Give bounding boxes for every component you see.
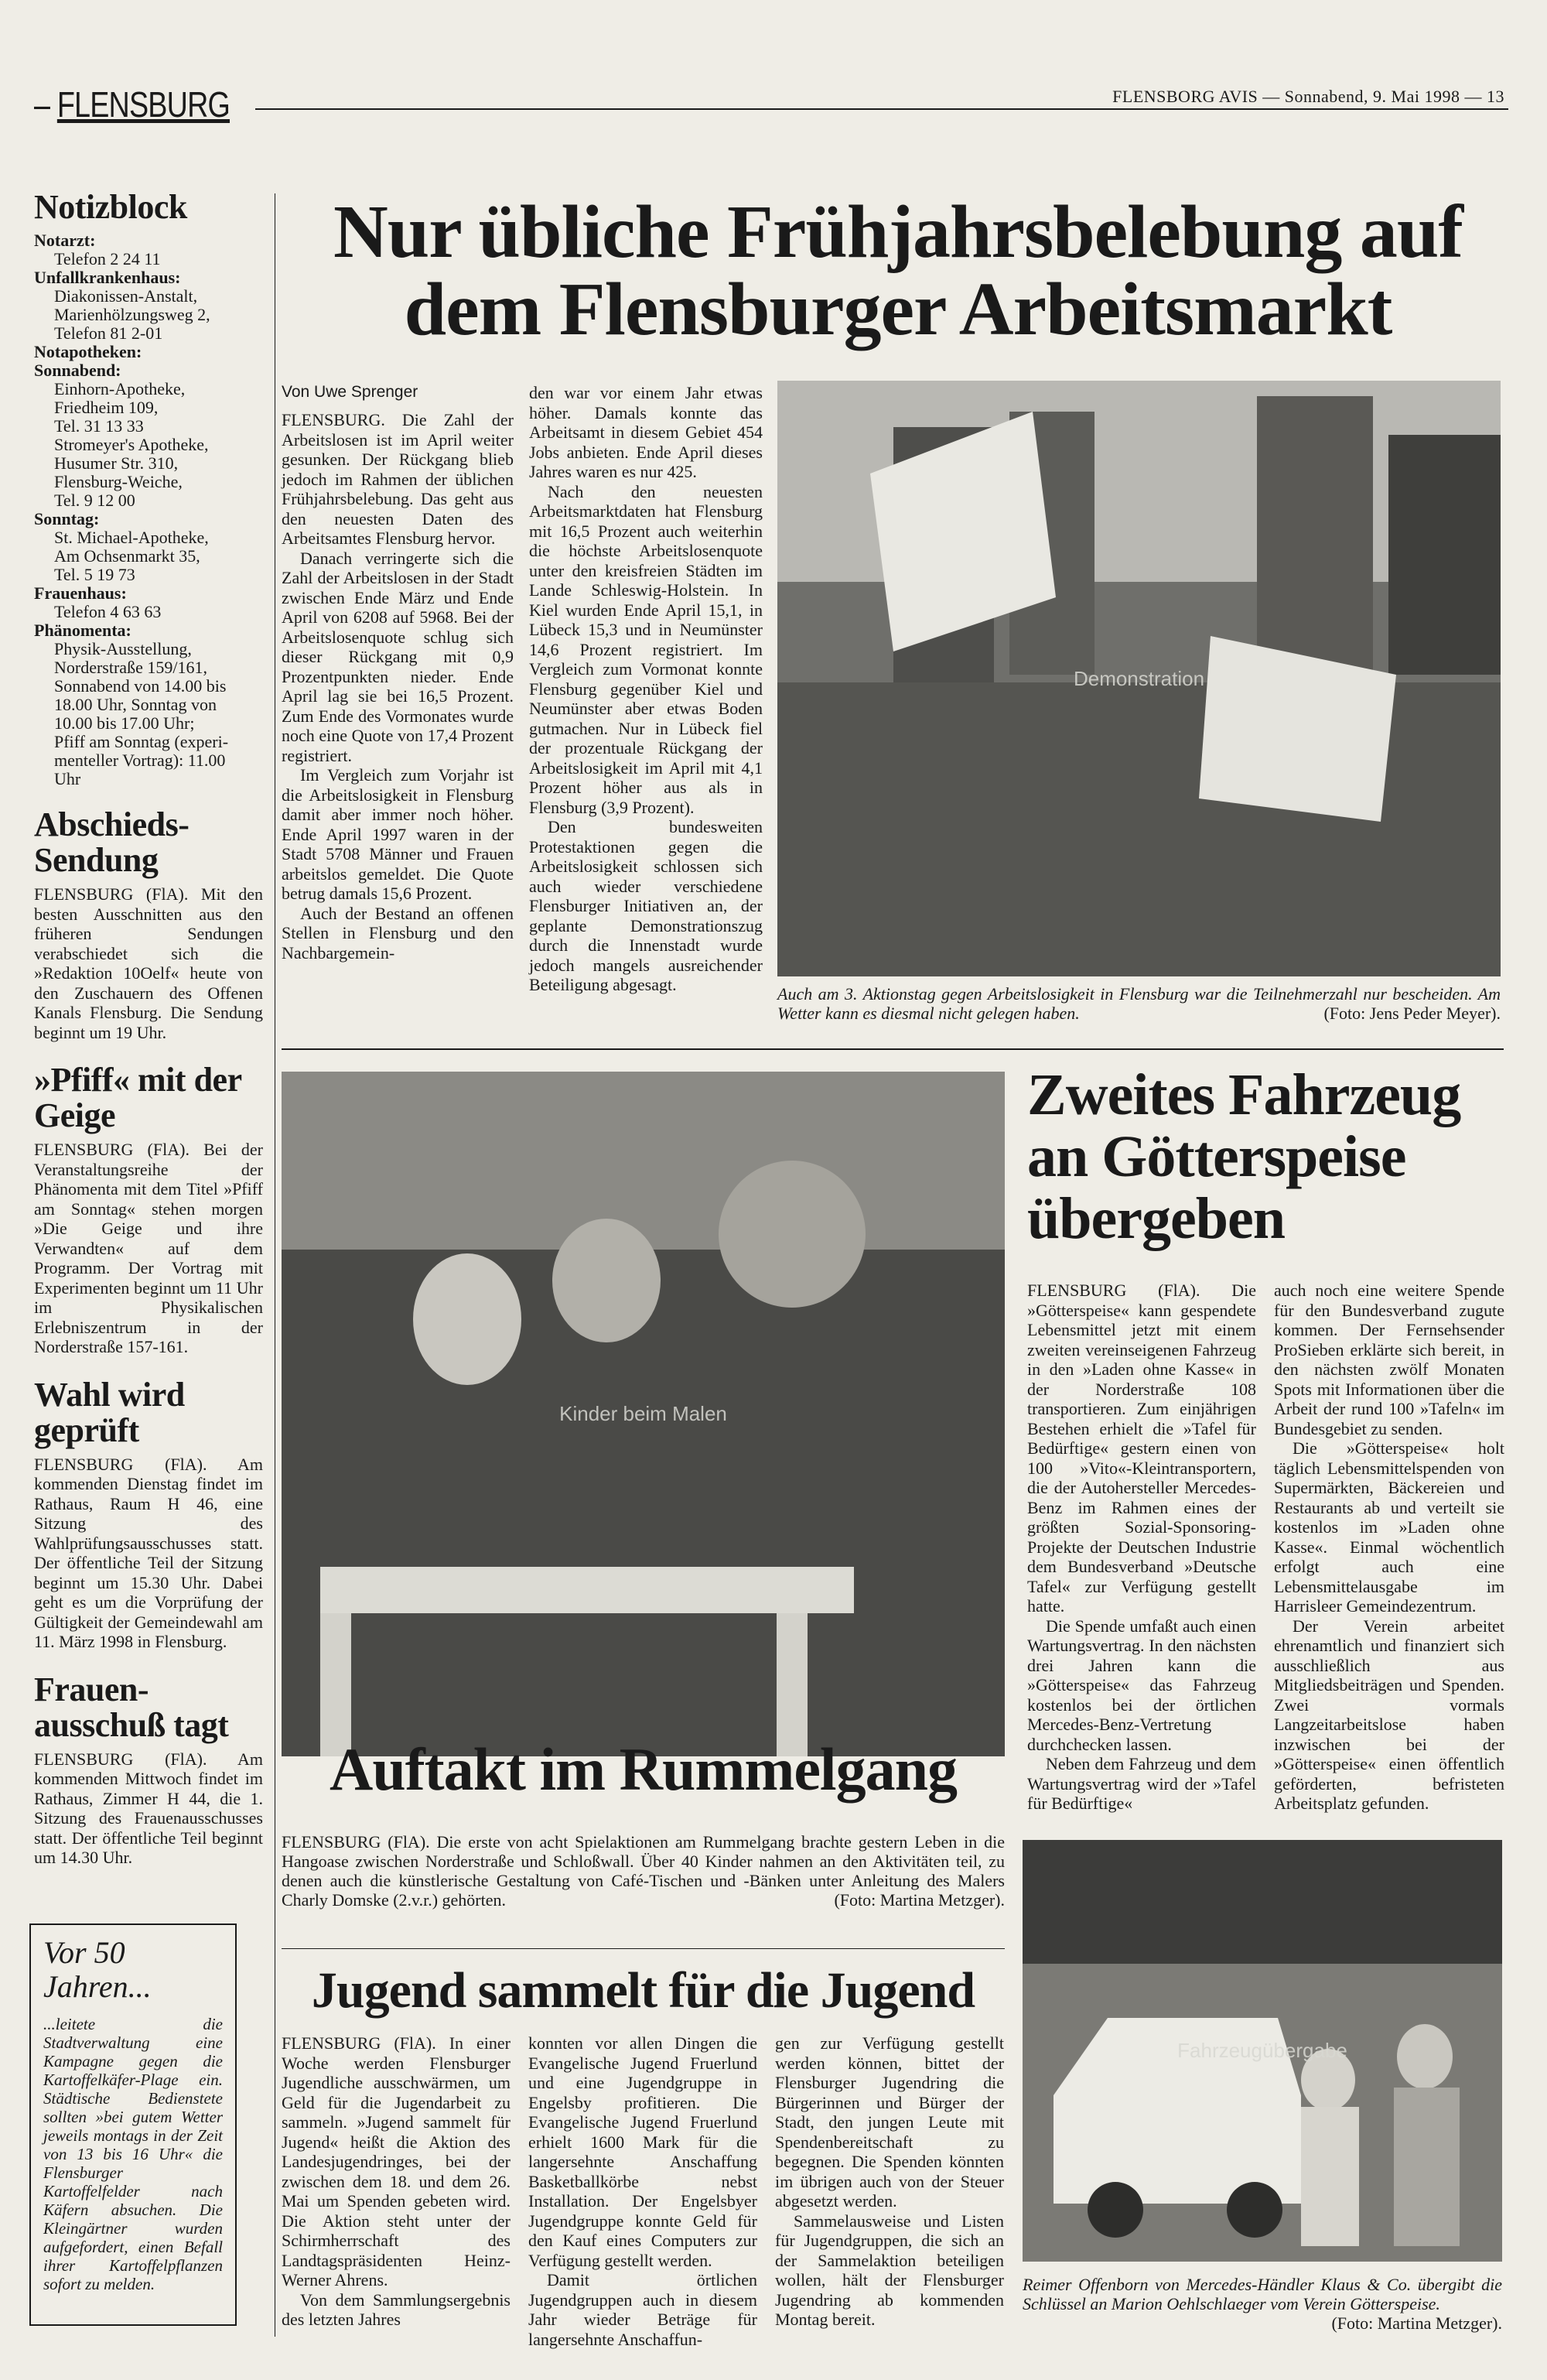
jugend-col2: konnten vor allen Dingen die Evangelische Jugend Fruerlund und eine Jugendgruppe in Engelsby profitieren. Die Evangelische Jugend Fruerlund erhielt 1600 Mark für die langersehnte Anschaffung Basketballkörbe nebst Installation. Der Engelsbyer Jugendgruppe konnte Geld für den Kauf eines Computers zur Verfügung gestellt werden. Damit örtlichen Jugendgruppen auch in diesem Jahr wieder Beträge für langersehnte Anschaffun- <box>528 2033 757 2349</box>
lead-bottom-rule <box>282 1048 1504 1050</box>
frauen-text: FLENSBURG (FlA). Am kommenden Mittwoch findet im Rathaus, Zimmer H 44, die 1. Sitzung des Frauenausschusses statt. Der öffentliche Teil beginnt um 14.30 Uhr. <box>34 1749 263 1867</box>
masthead <box>0 0 1547 155</box>
pfiff-title: »Pfiff« mit der Geige <box>34 1061 241 1134</box>
vehicle-photo-label: Fahrzeugübergabe <box>1177 2039 1347 2062</box>
lead-headline: Nur übliche Frühjahrsbelebung auf dem Flensburger Arbeitsmarkt <box>333 190 1463 351</box>
lead-col2: den war vor einem Jahr etwas höher. Damals konnte das Arbeitsamt in diesem Gebiet 454 Jobs anbieten. Ende April dieses Jahres waren es nur 425. Nach den neuesten Arbeitsmarktdaten hat Flensburg mit 16,5 Prozent auch weiterhin die höchste Arbeitslosenquote unter den kreisfreien Städten im Lande Schleswig-Holstein. In Kiel wurden Ende April 15,1, in Lübeck 15,3 und in Neumünster 14,6 Prozent registriert. Im Vergleich zum Vormonat konnte Flensburg gegenüber Kiel und Neumünster aber etwas Boden gutmachen. Nur in Lübeck fiel der prozentuale Rückgang der Arbeitslosigkeit im April mit 4,1 Prozent höher aus als in Flensburg (3,9 Prozent). Den bundesweiten Protestaktionen gegen die Arbeitslosigkeit schlossen sich auch wieder verschiedene Flensburger Initiativen an, der geplante Demonstrationszug durch die Innenstadt wurde jedoch mangels ausreichender Beteiligung abgesagt. <box>529 383 763 994</box>
pfiff-text: FLENSBURG (FlA). Bei der Veranstaltungsreihe der Phänomenta mit dem Titel »Pfiff am Sonntag« stehen morgen »Die Geige und ihre Verwandten« auf dem Programm. Der Vortrag mit Experimenten beginnt um 11 Uhr im Physikalischen Erlebniszentrum in der Norderstraße 157-161. <box>34 1140 263 1356</box>
vehicle-photo <box>1023 1840 1502 2262</box>
abschied-title: Abschieds-Sendung <box>34 805 190 879</box>
rummel-photo-label: Kinder beim Malen <box>559 1402 727 1425</box>
sidebar <box>34 190 263 1868</box>
vehicle-credit: (Foto: Martina Metzger). <box>1331 2313 1502 2333</box>
masthead-rule <box>255 108 1508 110</box>
notizblock-title: Notizblock <box>34 188 187 226</box>
demo-photo-label: Demonstration <box>1073 666 1205 690</box>
demo-photo <box>777 381 1501 976</box>
wahl-title: Wahl wird geprüft <box>34 1375 185 1449</box>
demo-caption: Auch am 3. Aktionstag gegen Arbeitslosigkeit in Flensburg war die Teilnehmerzahl nur bescheiden. Am Wetter kann es diesmal nicht gelegen haben. (Foto: Jens Peder Meyer). <box>777 984 1501 1023</box>
goetter-col1: FLENSBURG (FlA). Die »Götterspeise« kann gespendete Lebensmittel jetzt mit einem zweiten vereinseigenen Fahrzeug in den »Laden ohne Kasse« in der Norderstraße 108 transportieren. Zum einjährigen Bestehen erhielt die »Tafel für Bedürftige« gestern einen von 100 »Vito«-Kleintransportern, die der Autohersteller Mercedes-Benz im Rahmen eines der größten Sozial-Sponsoring-Projekte der Deutschen Industrie dem Bundesverband »Deutsche Tafel« zur Verfügung gestellt hatte. Die Spende umfaßt auch einen Wartungsvertrag. In den nächsten drei Jahren kann die »Götterspeise« das Fahrzeug kostenlos bei der örtlichen Mercedes-Benz-Vertretung durchchecken lassen. Neben dem Fahrzeug und dem Wartungsvertrag wird der »Tafel für Bedürftige« <box>1027 1281 1256 1813</box>
section-logo: – FLENSBURG <box>34 84 231 125</box>
lead-col1: FLENSBURG. Die Zahl der Arbeitslosen ist im April weiter gesunken. Der Rückgang blieb jedoch im Rahmen der üblichen Frühjahrsbelebung. Das geht aus den neuesten Daten des Arbeitsamtes Flensburg hervor. Danach verringerte sich die Zahl der Arbeitslosen in der Stadt zwischen Ende März und Ende April von 6208 auf 5968. Bei der Arbeitslosenquote schlug sich dieser Rückgang mit 0,9 Prozentpunkten nieder. Ende April lag sie bei 16,5 Prozent. Zum Ende des Vormonates wurde noch eine Quote von 17,4 Prozent registriert. Im Vergleich zum Vorjahr ist die Arbeitslosigkeit in Flensburg damit aber immer noch höher. Ende April 1997 waren in der Stadt 5708 Männer und Frauen arbeitslos gemeldet. Die Quote betrug damals 15,6 Prozent. Auch der Bestand an offenen Stellen in Flensburg und den Nachbargemein- <box>282 410 514 963</box>
notizblock-list: Notarzt: Telefon 2 24 11 Unfallkrankenhaus: Diakonissen-Anstalt, Marienhölzungsweg 2, Telefon 81 2-01 Notapotheken: Sonnabend: Einhorn-Apotheke, Friedheim 109, Tel. 31 13 33 Stromeyer's Apotheke, Husumer Str. 310, Flensburg-Weiche, Tel. 9 12 00 Sonntag: St. Michael-Apotheke, Am Ochsenmarkt 35, Tel. 5 19 73 Frauenhaus: Telefon 4 63 63 Phänomenta: Physik-Ausstellung, Norderstraße 159/161, Sonnabend von 14.00 bis 18.00 Uhr, Sonntag von 10.00 bis 17.00 Uhr; Pfiff am Sonntag (experi- menteller Vortrag): 11.00 Uhr <box>34 231 229 788</box>
rummel-bottom-rule <box>282 1948 1005 1949</box>
rummel-photo <box>282 1072 1005 1756</box>
goetter-headline: Zweites Fahrzeug an Götterspeise übergeben <box>1027 1062 1461 1251</box>
rummel-caption: FLENSBURG (FlA). Die erste von acht Spielaktionen am Rummelgang brachte gestern Leben in die Hangoase zwischen Norderstraße und Schloßwall. Über 40 Kinder nahmen an den Aktivitäten teil, zu denen auch die künstlerische Gestaltung von Café-Tischen und -Bänken unter Anleitung des Malers Charly Domske (2.v.r.) gehörten. (Foto: Martina Metzger). <box>282 1832 1005 1910</box>
goetter-col2: auch noch eine weitere Spende für den Bundesverband zugute kommen. Der Fernsehsender ProSieben erklärte sich bereit, in den nächsten zwölf Monaten Spots mit Informationen über die Arbeit der rund 100 »Tafeln« im Bundesgebiet zu senden. Die »Götterspeise« holt täglich Lebensmittelspenden von Supermärkten, Bäckereien und Restaurants ab und verteilt sie kostenlos im »Laden ohne Kasse«. Einmal wöchentlich erfolgt auch eine Lebensmittelausgabe im Harrisleer Gemeindezentrum. Der Verein arbeitet ehrenamtlich und finanziert sich ausschließlich aus Mitgliedsbeiträgen und Spenden. Zwei vormals Langzeitarbeitslose haben inzwischen bei der »Götterspeise« einen öffentlich geförderten, befristeten Arbeitsplatz gefunden. <box>1274 1281 1504 1813</box>
frauen-title: Frauen-ausschuß tagt <box>34 1670 229 1744</box>
rummel-headline: Auftakt im Rummelgang <box>330 1735 957 1803</box>
vor50-box <box>29 1923 237 2326</box>
wahl-text: FLENSBURG (FlA). Am kommenden Dienstag findet im Rathaus, Raum H 46, eine Sitzung des Wahlprüfungsausschusses statt. Der öffentliche Teil der Sitzung beginnt um 15.30 Uhr. Dabei geht es um die Vorprüfung der Gültigkeit der Gemeindewahl am 11. März 1998 in Flensburg. <box>34 1454 263 1651</box>
rummel-credit: (Foto: Martina Metzger). <box>834 1890 1005 1910</box>
vehicle-caption: Reimer Offenborn von Mercedes-Händler Klaus & Co. übergibt die Schlüssel an Marion Oehlschlaeger vom Verein Götterspeise. (Foto: Martina Metzger). <box>1023 2275 1502 2333</box>
abschied-text: FLENSBURG (FlA). Mit den besten Ausschnitten aus den früheren Sendungen verabschiedet sich die »Redaktion 10Oelf« heute von den Zuschauern des Offenen Kanals Flensburg. Die Sendung beginnt um 19 Uhr. <box>34 884 263 1042</box>
demo-credit: (Foto: Jens Peder Meyer). <box>1323 1004 1501 1023</box>
vor50-text: ...leitete die Stadtverwaltung eine Kampagne gegen die Kartoffelkäfer-Plage ein. Städtische Bedienstete sollten »bei gutem Wetter jeweils montags in der Zeit von 13 bis 16 Uhr« die Flensburger Kartoffelfelder nach Käfern absuchen. Die Kleingärtner wurden aufgefordert, einen Befall ihrer Kartoffelpflanzen sofort zu melden. <box>43 2015 223 2293</box>
paper-line: FLENSBORG AVIS — Sonnabend, 9. Mai 1998 — 13 <box>1112 87 1504 106</box>
jugend-headline: Jugend sammelt für die Jugend <box>311 1962 975 2019</box>
jugend-col1: FLENSBURG (FlA). In einer Woche werden Flensburger Jugendliche ausschwärmen, um Geld für die Jugendarbeit zu sammeln. »Jugend sammelt für Jugend« heißt die Aktion des Landesjugendringes, bei der zwischen dem 18. und dem 26. Mai um Spenden gebeten wird. Die Aktion steht unter der Schirmherrschaft des Landtagspräsidenten Heinz-Werner Ahrens. Von dem Sammlungsergebnis des letzten Jahres <box>282 2033 511 2329</box>
jugend-col3: gen zur Verfügung gestellt werden können, bittet der Flensburger Jugendring die Bürgerinnen und Bürger der Stadt, den jungen Leute mit Spendenbereitschaft zu begegnen. Die Spenden könnten im übrigen auch von der Steuer abgesetzt werden. Sammelausweise und Listen für Jugendgruppen, die sich an der Sammelaktion beteiligen wollen, hält der Flensburger Jugendring ab kommenden Montag bereit. <box>775 2033 1004 2329</box>
lead-byline: Von Uwe Sprenger <box>282 383 418 401</box>
vor50-title: Vor 50 Jahren... <box>43 1935 152 2004</box>
